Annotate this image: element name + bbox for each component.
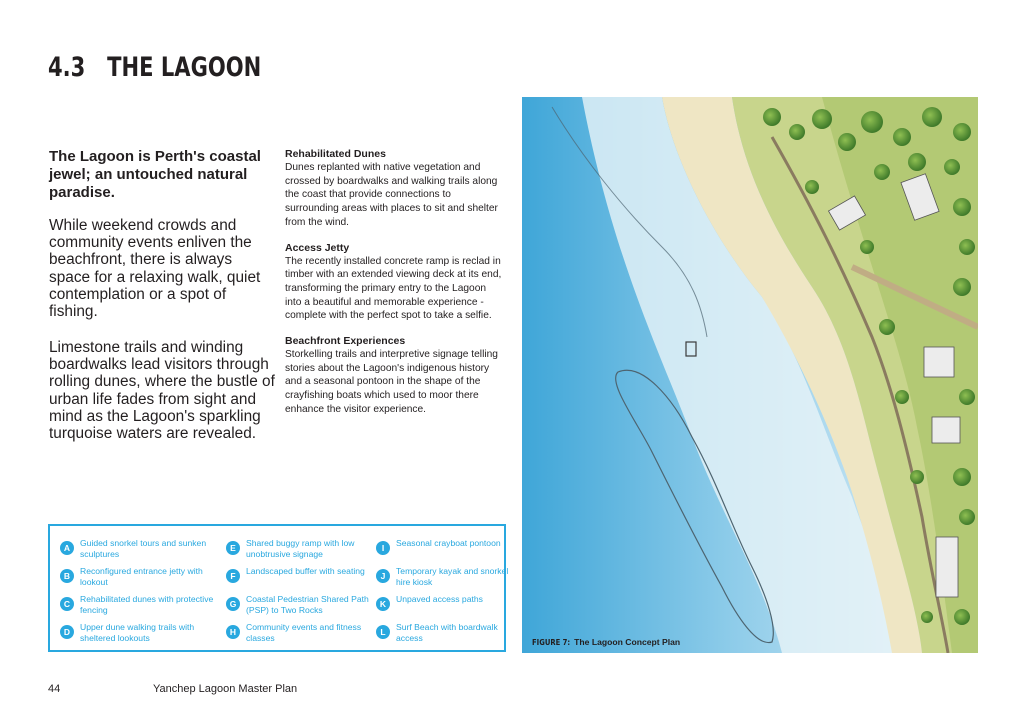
- legend-text: Rehabilitated dunes with protective fencing: [80, 594, 214, 615]
- legend-item: [376, 594, 516, 616]
- legend-item: [60, 594, 226, 616]
- legend-key: H: [226, 625, 240, 639]
- figure-title: The Lagoon Concept Plan: [574, 637, 681, 647]
- feature-heading: Access Jetty: [285, 241, 350, 254]
- legend-item: [376, 538, 516, 560]
- body-paragraph: While weekend crowds and community events enliven the beachfront, there is always space for a relaxing walk, quiet contemplation or a spot of fishing.: [49, 217, 261, 321]
- legend-key: K: [376, 597, 390, 611]
- legend-text: Coastal Pedestrian Shared Path (PSP) to Two Rocks: [246, 594, 369, 615]
- legend-key: E: [226, 541, 240, 555]
- feature-heading: Beachfront Experiences: [285, 335, 406, 348]
- legend-text: Reconfigured entrance jetty with lookout: [80, 566, 203, 587]
- feature-column: [285, 148, 505, 429]
- body-paragraph: Limestone trails and winding boardwalks lead visitors through rolling dunes, where the bustle of urban life fades from sight and mind as the Lagoon's sparkling turquoise waters are revealed.: [49, 339, 275, 443]
- feature-heading: Rehabilitated Dunes: [285, 148, 386, 160]
- legend-item: [226, 538, 376, 560]
- legend-item: [60, 566, 226, 588]
- figure-caption: [532, 637, 680, 647]
- page-number: 44: [48, 683, 61, 695]
- feature-text: The recently installed concrete ramp is reclad in timber with an extended viewing deck at its end, transforming the primary entry to the Lagoon into a beautiful and memorable experience - complete with the perfect spot to take a selfie.: [285, 255, 502, 322]
- legend-text: Community events and fitness classes: [246, 622, 362, 643]
- lead-statement: The Lagoon is Perth's coastal jewel; an untouched natural paradise.: [49, 148, 261, 201]
- legend-text: Seasonal crayboat pontoon: [396, 538, 501, 548]
- legend-item: [60, 538, 226, 560]
- legend-text: Shared buggy ramp with low unobtrusive signage: [246, 538, 355, 559]
- legend-key: D: [60, 625, 74, 639]
- legend-key: L: [376, 625, 390, 639]
- section-number: 4.3: [48, 52, 86, 83]
- legend-text: Unpaved access paths: [396, 594, 483, 604]
- feature-text: Dunes replanted with native vegetation and crossed by boardwalks and walking trails along the coast that provide connections to surrounding areas with places to sit and shelter from the wind.: [285, 162, 498, 228]
- building: [932, 417, 960, 443]
- concept-plan-illustration: [522, 97, 978, 653]
- legend-key: F: [226, 569, 240, 583]
- legend-key: I: [376, 541, 390, 555]
- legend-item: [226, 566, 376, 588]
- legend-key: B: [60, 569, 74, 583]
- concept-plan-map: [522, 97, 978, 653]
- page-title: [48, 52, 261, 83]
- legend-text: Upper dune walking trails with sheltered lookouts: [80, 622, 195, 643]
- legend-text: Landscaped buffer with seating: [246, 566, 365, 576]
- figure-label: FIGURE 7:: [532, 638, 571, 647]
- document-title: Yanchep Lagoon Master Plan: [153, 683, 298, 695]
- feature-block: [285, 242, 505, 324]
- legend-key: A: [60, 541, 74, 555]
- legend-key: J: [376, 569, 390, 583]
- legend-text: Surf Beach with boardwalk access: [396, 622, 498, 643]
- map-legend: [48, 524, 509, 652]
- legend-key: C: [60, 597, 74, 611]
- legend-key: G: [226, 597, 240, 611]
- legend-text: Temporary kayak and snorkel hire kiosk: [396, 566, 509, 587]
- legend-item: [226, 622, 376, 644]
- legend-item: [60, 622, 226, 644]
- building: [924, 347, 954, 377]
- legend-item: [376, 566, 516, 588]
- feature-block: [285, 148, 505, 230]
- legend-item: [226, 594, 376, 616]
- feature-block: [285, 335, 505, 417]
- section-title-text: THE LAGOON: [107, 52, 262, 83]
- legend-item: [376, 622, 516, 644]
- feature-text: Storkelling trails and interpretive signage telling stories about the Lagoon's indigenous history and a seasonal pontoon in the shape of the crayfishing boats which used to moor there enhance the visitor experience.: [285, 349, 498, 415]
- building: [936, 537, 958, 597]
- legend-text: Guided snorkel tours and sunken sculptures: [80, 538, 207, 559]
